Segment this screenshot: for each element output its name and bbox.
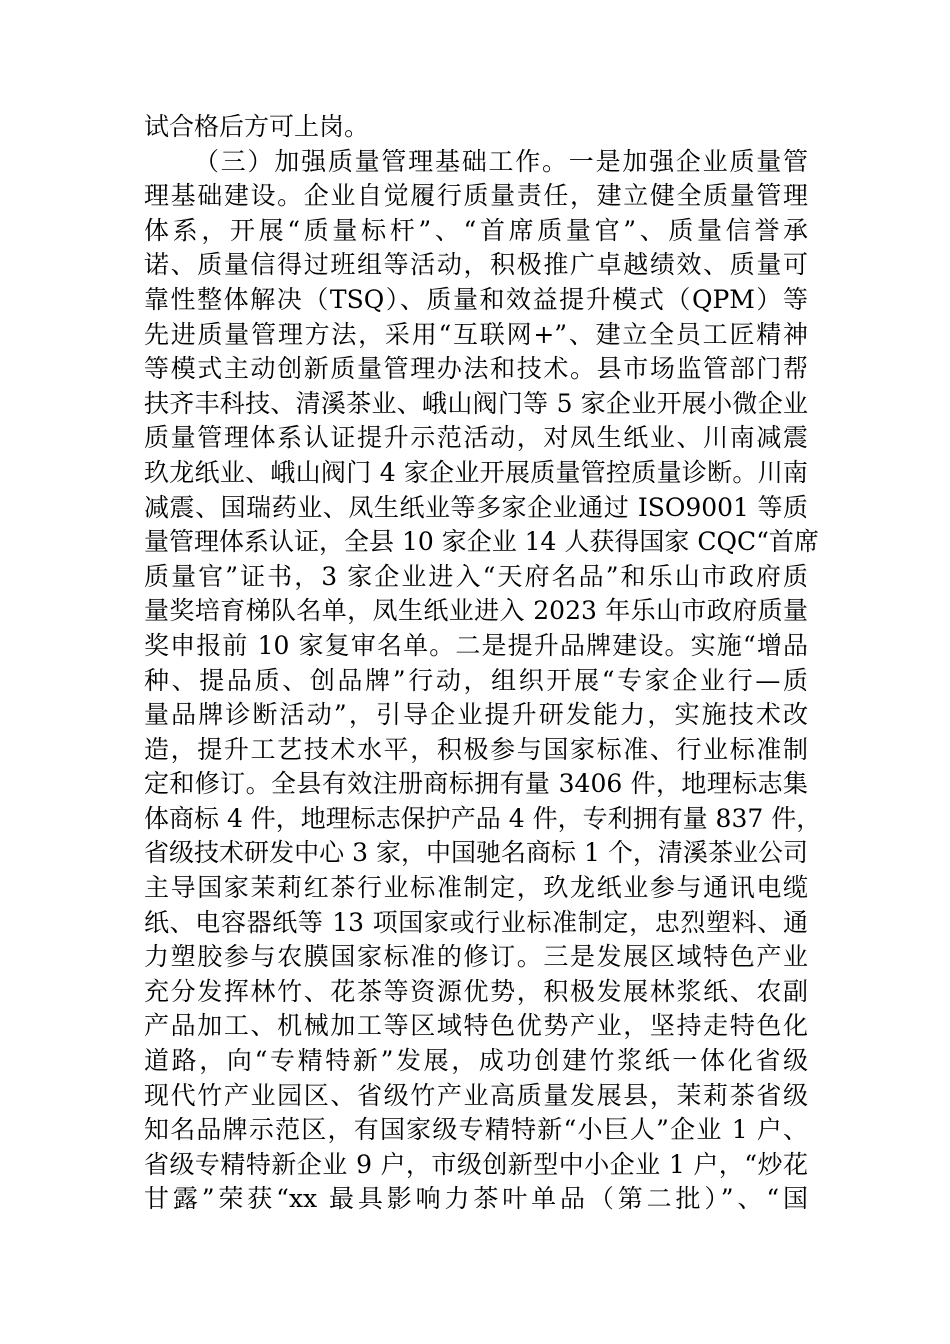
text-line: 省级技术研发中心 3 家，中国驰名商标 1 个，清溪茶业公司 [144,838,808,868]
text-line: 省级专精特新企业 9 户，市级创新型中小企业 1 户，“炒花 [144,1149,808,1179]
text-line: 甘露”荣获“xx 最具影响力茶叶单品（第二批）”、“国 [144,1184,808,1214]
text-line: 纸、电容器纸等 13 项国家或行业标准制定，忠烈塑料、通 [144,907,808,937]
text-line: 力塑胶参与农膜国家标准的修订。三是发展区域特色产业 [144,942,808,972]
text-line: 体系，开展“质量标杆”、“首席质量官”、质量信誉承 [144,215,808,245]
text-line: 定和修订。全县有效注册商标拥有量 3406 件，地理标志集 [144,769,808,799]
text-line: 先进质量管理方法，采用“互联网+”、建立全员工匠精神 [144,319,808,349]
text-line: 量管理体系认证，全县 10 家企业 14 人获得国家 CQC“首席 [144,527,819,557]
text-line: 减震、国瑞药业、凤生纸业等多家企业通过 ISO9001 等质 [144,492,808,522]
text-line: 种、提品质、创品牌”行动，组织开展“专家企业行—质 [144,665,808,695]
text-line: 质量管理体系认证提升示范活动，对凤生纸业、川南减震 [144,423,808,453]
text-line: 量品牌诊断活动”，引导企业提升研发能力，实施技术改 [144,700,808,730]
text-line: 现代竹产业园区、省级竹产业高质量发展县，茉莉茶省级 [144,1080,808,1110]
text-line: 扶齐丰科技、清溪茶业、峨山阀门等 5 家企业开展小微企业 [144,388,808,418]
text-line: 理基础建设。企业自觉履行质量责任，建立健全质量管理 [144,181,808,211]
text-line: 靠性整体解决（TSQ）、质量和效益提升模式（QPM）等 [144,284,808,314]
text-line: 主导国家茉莉红茶行业标准制定，玖龙纸业参与通讯电缆 [144,873,808,903]
text-line: 造，提升工艺技术水平，积极参与国家标准、行业标准制 [144,734,808,764]
text-line: 诺、质量信得过班组等活动，积极推广卓越绩效、质量可 [144,250,808,280]
text-line: 知名品牌示范区，有国家级专精特新“小巨人”企业 1 户、 [144,1115,808,1145]
text-line: 质量官”证书，3 家企业进入“天府名品”和乐山市政府质 [144,561,808,591]
text-line: （三）加强质量管理基础工作。一是加强企业质量管 [194,146,808,176]
text-line: 产品加工、机械加工等区域特色优势产业，坚持走特色化 [144,1011,808,1041]
text-line: 体商标 4 件，地理标志保护产品 4 件，专利拥有量 837 件， [144,803,822,833]
body-text [144,110,822,1217]
text-line: 等模式主动创新质量管理办法和技术。县市场监管部门帮 [144,354,808,384]
text-line: 玖龙纸业、峨山阀门 4 家企业开展质量管控质量诊断。川南 [144,457,808,487]
text-line: 量奖培育梯队名单，凤生纸业进入 2023 年乐山市政府质量 [144,596,808,626]
text-line: 试合格后方可上岗。 [144,112,370,141]
text-line: 充分发挥林竹、花茶等资源优势，积极发展林浆纸、农副 [144,976,808,1006]
text-line: 道路，向“专精特新”发展，成功创建竹浆纸一体化省级 [144,1046,808,1076]
text-line: 奖申报前 10 家复审名单。二是提升品牌建设。实施“增品 [144,630,808,660]
